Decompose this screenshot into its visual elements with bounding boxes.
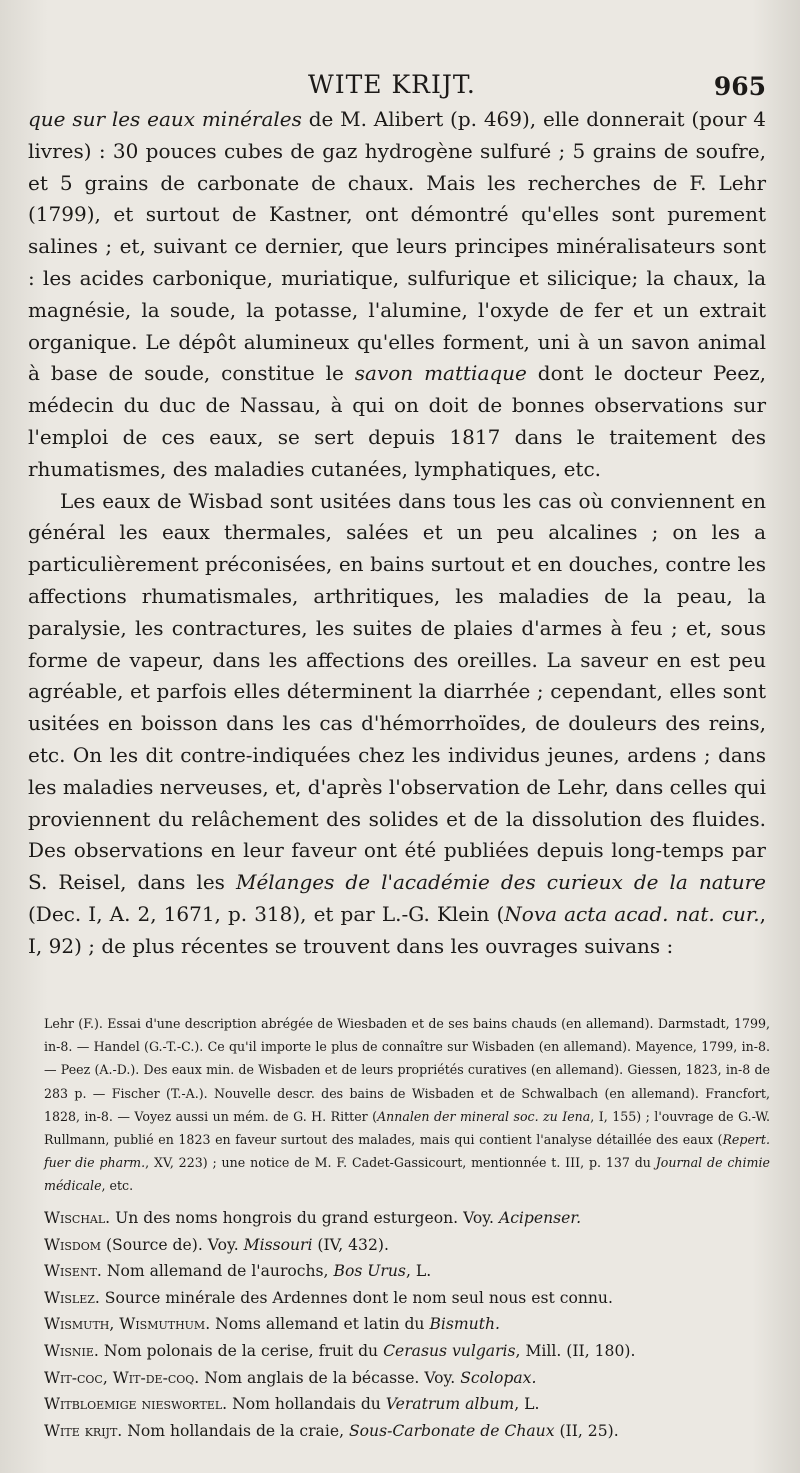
dictionary-entry bbox=[44, 1205, 770, 1232]
dictionary-entry bbox=[44, 1285, 770, 1312]
text-run: Nom hollandais de la craie, bbox=[122, 1421, 349, 1440]
text-run: de M. Alibert (p. 469), elle donnerait (pour 4 livres) : 30 pouces cubes de gaz hydrogène sulfuré ; 5 grains de soufre, et 5 grains de carbonate de chaux. Mais les recherches de F. Lehr (1799), et surtout de Kastner, ont démontré qu'elles sont purement salines ; et, suivant ce dernier, que leurs principes minéralisateurs sont : les acides carbonique, muriatique, sulfurique et silicique; la chaux, la magnésie, la soude, la potasse, l'alumine, l'oxyde de fer et un extrait organique. Le dépôt alumineux qu'elles forment, uni à un savon animal à base de soude, constitue le bbox=[28, 107, 766, 386]
main-text bbox=[28, 104, 766, 963]
dictionary-entry bbox=[44, 1311, 770, 1338]
italic-term: Bos Urus bbox=[333, 1262, 406, 1281]
text-run: Nom anglais de la bécasse. Voy. bbox=[199, 1368, 461, 1387]
dictionary-entry bbox=[44, 1418, 770, 1445]
paragraph-continuation bbox=[28, 104, 766, 486]
text-run: (Dec. I, A. 2, 1671, p. 318), et par L.-G. Klein ( bbox=[28, 901, 505, 926]
entry-headword: Witbloemige nieswortel. bbox=[44, 1395, 228, 1414]
italic-term: Cerasus vulgaris bbox=[383, 1341, 516, 1360]
bibliography-paragraph bbox=[44, 1012, 770, 1198]
paragraph-uses bbox=[28, 486, 766, 963]
entry-headword: Wit-coc, Wit-de-coq. bbox=[44, 1368, 200, 1387]
italic-term: Veratrum album bbox=[385, 1395, 515, 1414]
text-run: Nom hollandais du bbox=[227, 1395, 386, 1414]
italic-term: Bismuth. bbox=[429, 1315, 500, 1334]
text-run: , etc. bbox=[101, 1178, 134, 1194]
dictionary-entry bbox=[44, 1338, 770, 1365]
text-run: Noms allemand et latin du bbox=[210, 1315, 430, 1334]
italic-term: Sous-Carbonate de Chaux bbox=[348, 1421, 555, 1440]
italic-title: Journal de chimie médicale bbox=[44, 1155, 770, 1194]
entry-headword: Wismuth, Wismuthum. bbox=[44, 1315, 211, 1334]
dictionary-entry bbox=[44, 1365, 770, 1392]
dictionary-entry bbox=[44, 1258, 770, 1285]
text-run: Lehr (F.). Essai d'une description abrégée de Wiesbaden et de ses bains chauds (en allemand). Darmstadt, 1799, in-8. — Handel (G.-T.-C.). Ce qu'il importe le plus de connaître sur Wisbaden (en allemand). Mayence, 1799, in-8. — Peez (A.-D.). Des eaux min. de Wisbaden et de leurs propriétés curatives (en allemand). Giessen, 1823, in-8 de 283 p. — Fischer (T.-A.). Nouvelle descr. des bains de Wisbaden et de Schwalbach (en allemand). Francfort, 1828, in-8. — Voyez aussi un mém. de G. H. Ritter ( bbox=[44, 1016, 770, 1124]
text-run: , I, 92) ; de plus récentes se trouvent dans les ouvrages suivans : bbox=[28, 901, 766, 958]
italic-term: Missouri bbox=[243, 1235, 313, 1254]
entry-headword: Wite krijt. bbox=[44, 1421, 123, 1440]
italic-title: Nova acta acad. nat. cur. bbox=[504, 901, 760, 926]
running-title: WITE KRIJT. bbox=[308, 70, 476, 99]
text-run: (IV, 432). bbox=[312, 1235, 389, 1254]
page-number: 965 bbox=[713, 72, 766, 101]
page-header bbox=[0, 70, 800, 106]
italic-title: Repert. fuer die pharm. bbox=[44, 1132, 770, 1171]
entry-headword: Wisnie. bbox=[44, 1341, 99, 1360]
bibliography-block bbox=[44, 1012, 770, 1198]
text-run: , Mill. (II, 180). bbox=[515, 1341, 636, 1360]
entry-headword: Wislez. bbox=[44, 1288, 100, 1307]
dictionary-entries bbox=[44, 1205, 770, 1444]
italic-title: Annalen der mineral soc. zu Iena bbox=[377, 1108, 591, 1124]
italic-term: Scolopax. bbox=[460, 1368, 537, 1387]
text-run: , XV, 223) ; une notice de M. F. Cadet-Gassicourt, mentionnée t. III, p. 137 du bbox=[145, 1155, 656, 1171]
text-run: Un des noms hongrois du grand esturgeon. Voy. bbox=[110, 1209, 499, 1227]
italic-title: Mélanges de l'académie des curieux de la nature bbox=[235, 870, 766, 895]
entry-headword: Wisent. bbox=[44, 1262, 102, 1281]
dictionary-entry bbox=[44, 1232, 770, 1259]
text-run: , L. bbox=[405, 1262, 432, 1281]
text-run: Les eaux de Wisbad sont usitées dans tous les cas où conviennent en général les eaux thermales, salées et un peu alcalines ; on les a particulièrement préconisées, en bains surtout et en douches, contre les affections rhumatismales, arthritiques, les maladies de la peau, la paralysie, les contractures, les suites de plaies d'armes à feu ; et, sous forme de vapeur, dans les affections des oreilles. La saveur en est peu agréable, et parfois elles déterminent la diarrhée ; cependant, elles sont usitées en boisson dans les cas d'hémorrhoïdes, de douleurs des reins, etc. On les dit contre-indiquées chez les individus jeunes, ardens ; dans les maladies nerveuses, et, d'après l'observation de Lehr, dans celles qui proviennent du relâchement des solides et de la dissolution des fluides. Des observations en leur faveur ont été publiées depuis long-temps par S. Reisel, dans les bbox=[28, 488, 766, 895]
text-run: (II, 25). bbox=[554, 1421, 619, 1440]
italic-term: Acipenser. bbox=[498, 1209, 582, 1227]
entry-headword: Wischal. bbox=[44, 1209, 111, 1227]
entry-headword: Wisdom bbox=[44, 1235, 102, 1254]
text-run: dont le docteur Peez, médecin du duc de Nassau, à qui on doit de bonnes observations sur l'emploi de ces eaux, se sert depuis 1817 dans le traitement des rhumatismes, des maladies cutanées, lymphatiques, etc. bbox=[28, 361, 766, 481]
italic-phrase: que sur les eaux minérales bbox=[28, 107, 302, 131]
text-run: Nom polonais de la cerise, fruit du bbox=[98, 1341, 384, 1360]
text-run: (Source de). Voy. bbox=[101, 1235, 244, 1254]
text-run: Nom allemand de l'aurochs, bbox=[101, 1262, 334, 1281]
text-run: , I, 155) ; l'ouvrage de G.-W. Rullmann, publié en 1823 en faveur surtout des malades, mais qui contient l'analyse détaillée des eaux ( bbox=[44, 1108, 770, 1148]
dictionary-entry bbox=[44, 1391, 770, 1418]
italic-phrase: savon mattiaque bbox=[354, 361, 527, 386]
text-run: , L. bbox=[514, 1395, 540, 1414]
text-run: Source minérale des Ardennes dont le nom seul nous est connu. bbox=[99, 1288, 613, 1307]
